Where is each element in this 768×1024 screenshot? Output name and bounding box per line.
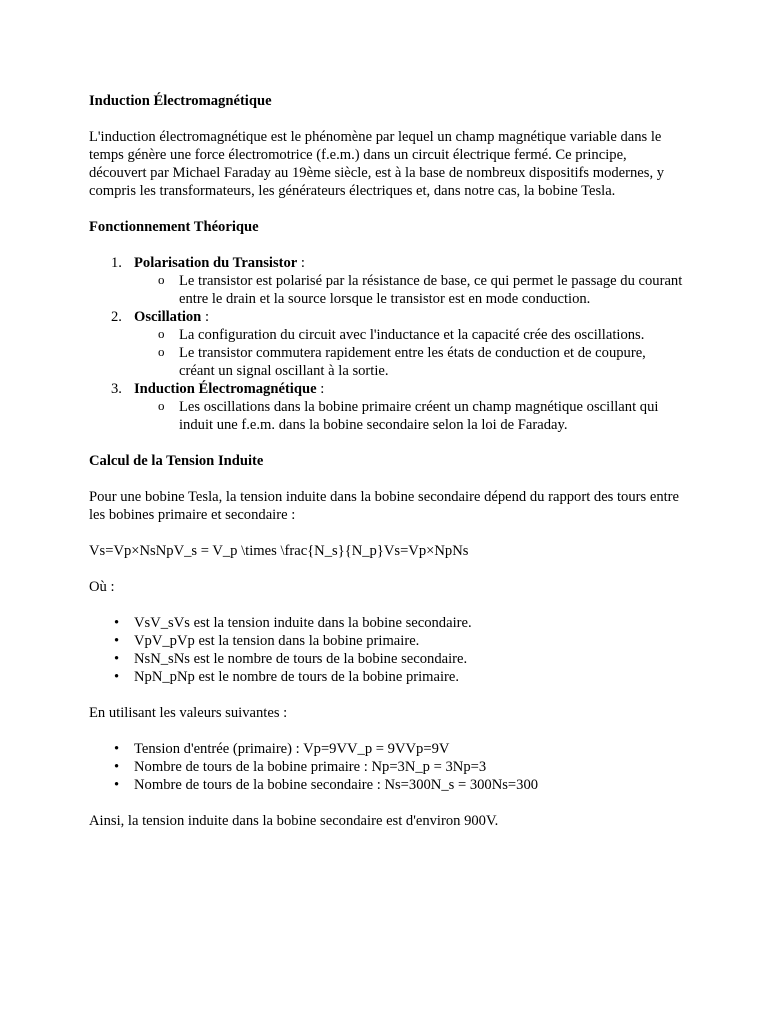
theory-steps-list xyxy=(89,254,684,434)
bullet-marker: • xyxy=(114,669,120,685)
value-text: Tension d'entrée (primaire) : Vp=9VV_p = 9VVp=9V xyxy=(134,741,450,757)
step-title: Oscillation xyxy=(134,309,202,325)
bullet-marker: • xyxy=(114,633,120,649)
sub-bullet-marker: o xyxy=(158,272,165,287)
sub-list-item xyxy=(134,272,684,308)
ou-label: Où : xyxy=(89,579,115,595)
document-content xyxy=(89,92,684,830)
values-list xyxy=(89,740,684,794)
list-number: 3. xyxy=(111,381,122,397)
list-item xyxy=(89,632,684,650)
document-title: Induction Électromagnétique xyxy=(89,93,272,109)
intro-paragraph: L'induction électromagnétique est le phénomène par lequel un champ magnétique variable dans le temps génère une force électromotrice (f.e.m.) dans un circuit électrique fermé. Ce principe, découvert par Michael Faraday au 19ème siècle, est à la base de nombreux dispositifs modernes, y compris les transformateurs, les générateurs électriques et, dans notre cas, la bobine Tesla. xyxy=(89,129,665,199)
sub-list xyxy=(134,326,684,380)
step-suffix: : xyxy=(201,309,209,325)
formula-text: Vs=Vp×NsNpV_s = V_p \times \frac{N_s}{N_p}Vs=Vp×NpNs xyxy=(89,543,469,559)
section-heading-fonctionnement: Fonctionnement Théorique xyxy=(89,219,259,235)
step-suffix: : xyxy=(316,381,325,397)
bullet-marker: • xyxy=(114,777,120,793)
sub-list xyxy=(134,272,684,308)
definitions-list xyxy=(89,614,684,686)
definition-text: VpV_pVp est la tension dans la bobine primaire. xyxy=(134,633,420,649)
bullet-marker: • xyxy=(114,759,120,775)
list-item xyxy=(89,758,684,776)
value-text: Nombre de tours de la bobine secondaire : Ns=300N_s = 300Ns=300 xyxy=(134,777,539,793)
list-item xyxy=(89,614,684,632)
list-item xyxy=(89,776,684,794)
list-item xyxy=(89,650,684,668)
sub-bullet-marker: o xyxy=(158,398,165,413)
sub-item-text: La configuration du circuit avec l'inductance et la capacité crée des oscillations. xyxy=(179,327,645,343)
list-item xyxy=(89,668,684,686)
definition-text: VsV_sVs est la tension induite dans la bobine secondaire. xyxy=(134,615,472,631)
section-heading-calcul: Calcul de la Tension Induite xyxy=(89,453,264,469)
sub-item-text: Le transistor est polarisé par la résistance de base, ce qui permet le passage du courant entre le drain et la source lorsque le transistor est en mode conduction. xyxy=(179,273,683,307)
sub-bullet-marker: o xyxy=(158,326,165,341)
bullet-marker: • xyxy=(114,615,120,631)
definition-text: NpN_pNp est le nombre de tours de la bobine primaire. xyxy=(134,669,460,685)
list-item xyxy=(89,254,684,308)
list-number: 1. xyxy=(111,255,122,271)
bullet-marker: • xyxy=(114,651,120,667)
step-suffix: : xyxy=(297,255,305,271)
sub-list-item xyxy=(134,344,684,380)
sub-bullet-marker: o xyxy=(158,344,165,359)
conclusion-paragraph: Ainsi, la tension induite dans la bobine secondaire est d'environ 900V. xyxy=(89,813,499,829)
sub-item-text: Le transistor commutera rapidement entre les états de conduction et de coupure, créant un signal oscillant à la sortie. xyxy=(179,345,646,379)
definition-text: NsN_sNs est le nombre de tours de la bobine secondaire. xyxy=(134,651,468,667)
values-intro: En utilisant les valeurs suivantes : xyxy=(89,705,288,721)
list-item xyxy=(89,308,684,380)
sub-list-item xyxy=(134,398,684,434)
sub-item-text: Les oscillations dans la bobine primaire créent un champ magnétique oscillant qui induit une f.e.m. dans la bobine secondaire selon la loi de Faraday. xyxy=(179,399,659,433)
bullet-marker: • xyxy=(114,741,120,757)
list-number: 2. xyxy=(111,309,122,325)
calcul-paragraph: Pour une bobine Tesla, la tension induite dans la bobine secondaire dépend du rapport des tours entre les bobines primaire et secondaire : xyxy=(89,489,680,523)
sub-list-item xyxy=(134,326,684,344)
list-item xyxy=(89,380,684,434)
step-title: Polarisation du Transistor xyxy=(134,255,298,271)
value-text: Nombre de tours de la bobine primaire : Np=3N_p = 3Np=3 xyxy=(134,759,487,775)
list-item xyxy=(89,740,684,758)
step-title: Induction Électromagnétique xyxy=(134,381,317,397)
sub-list xyxy=(134,398,684,434)
